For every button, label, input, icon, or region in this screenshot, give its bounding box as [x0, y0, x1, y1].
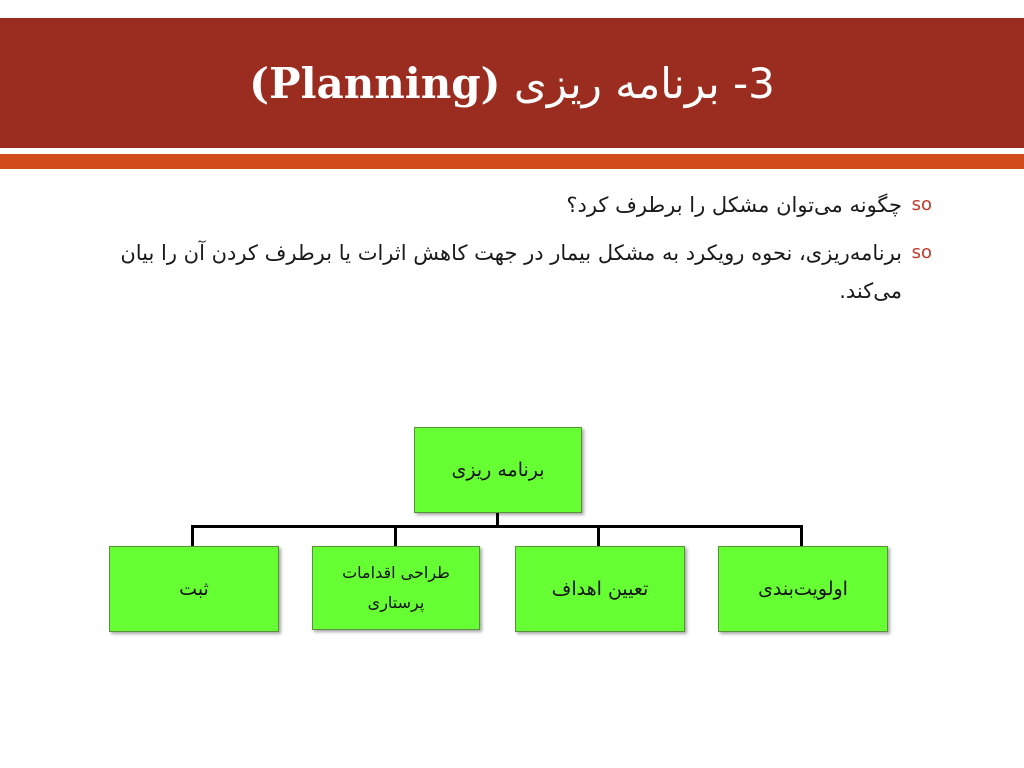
- bullet-text: چگونه می‌توان مشکل را برطرف کرد؟: [566, 193, 902, 217]
- node-label: اولویت‌بندی: [758, 578, 848, 600]
- node-label: ثبت: [179, 578, 209, 600]
- node-root-label: برنامه ریزی: [451, 459, 545, 481]
- connector-child-3: [394, 525, 397, 546]
- node-documentation: [109, 546, 279, 632]
- node-label: طراحی اقدامات پرستاری: [342, 563, 450, 612]
- connector-child-1: [800, 525, 803, 546]
- connector-child-4: [191, 525, 194, 546]
- bullet-swirl-icon: so: [911, 242, 932, 263]
- bullet-text: برنامه‌ریزی، نحوه رویکرد به مشکل بیمار در جهت کاهش اثرات یا برطرف کردن آن را بیان می‌کند.: [120, 241, 902, 303]
- title-prefix: 3- برنامه ریزی: [513, 58, 775, 108]
- bullet-swirl-icon: so: [911, 194, 932, 215]
- node-prioritization: [718, 546, 888, 632]
- node-nursing-interventions: [312, 546, 480, 630]
- connector-horizontal: [191, 525, 803, 528]
- node-goal-setting: [515, 546, 685, 632]
- node-label: تعیین اهداف: [551, 578, 649, 600]
- connector-child-2: [597, 525, 600, 546]
- node-root: [414, 427, 582, 513]
- title-latin: (Planning): [249, 58, 501, 108]
